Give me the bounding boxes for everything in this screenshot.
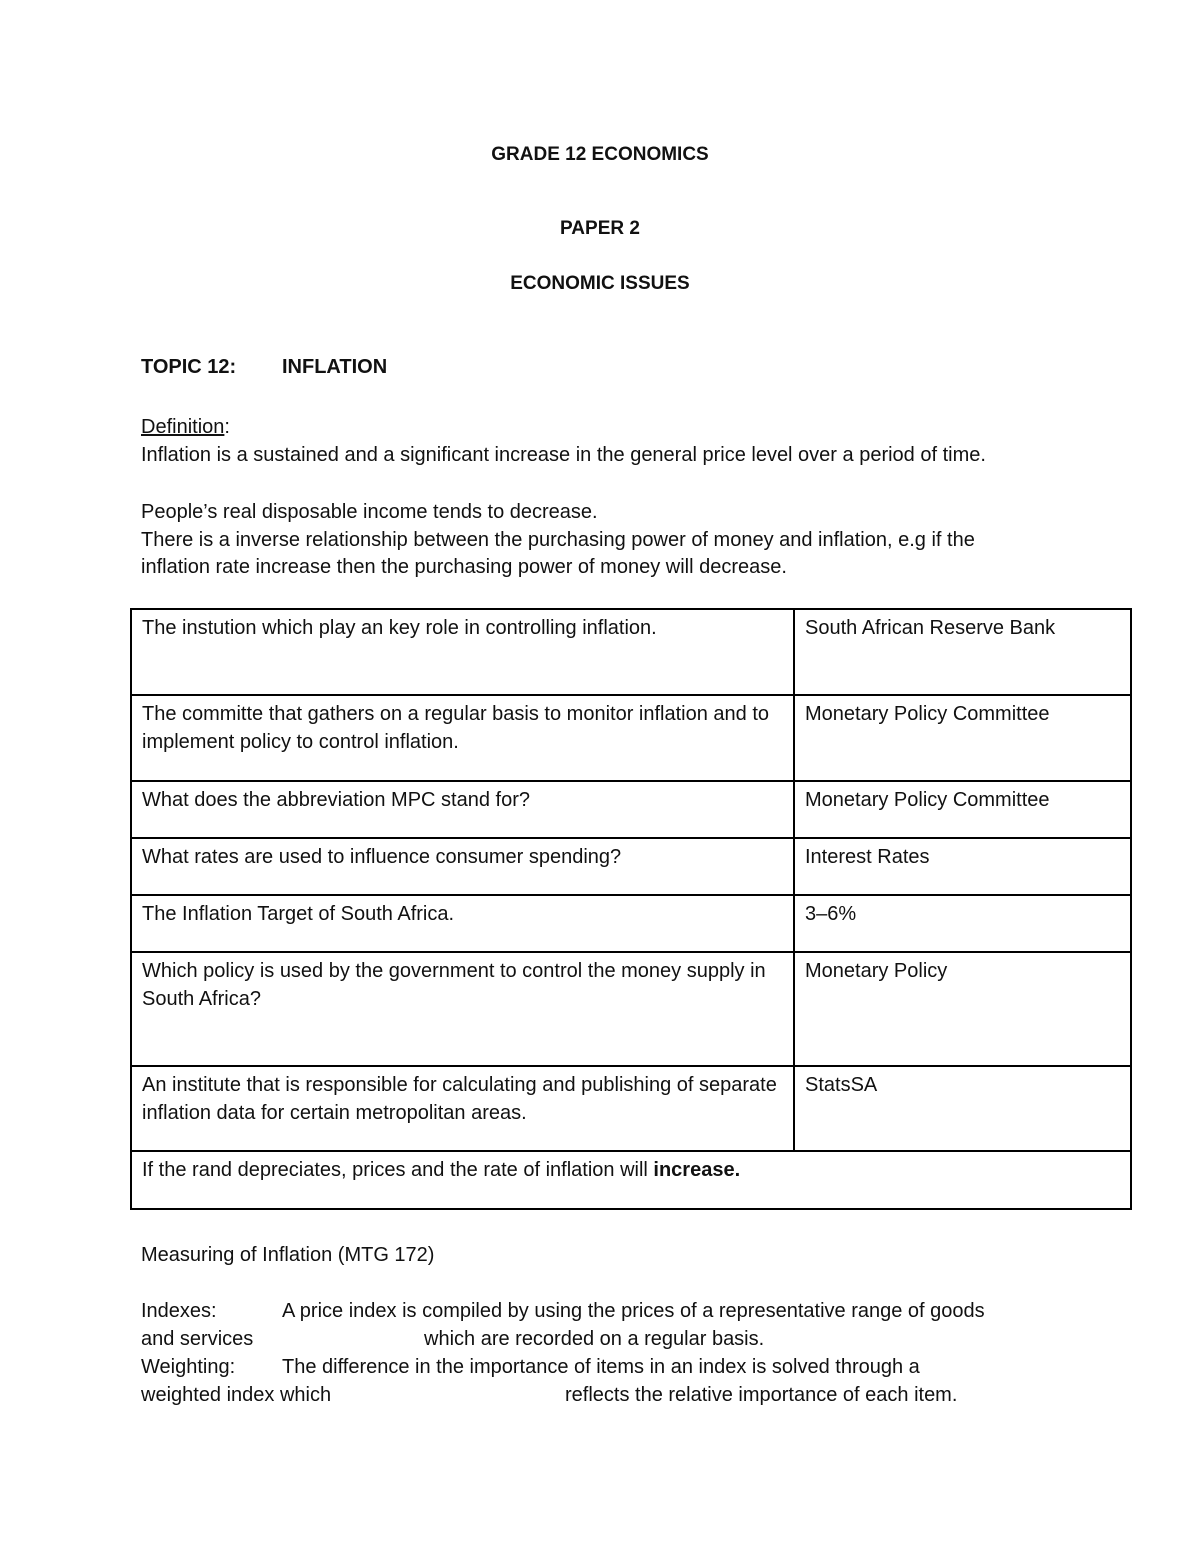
table-row [131, 609, 1131, 695]
indexes-line-1 [141, 1300, 985, 1323]
table-row [131, 952, 1131, 1066]
answer-cell: StatsSA [794, 1066, 1131, 1151]
table-footer-row [131, 1151, 1131, 1209]
table-row [131, 838, 1131, 895]
weighting-text-2a: weighted index which [141, 1384, 332, 1406]
note-line-3: inflation rate increase then the purchasing power of money will decrease. [141, 556, 787, 578]
footer-cell [131, 1151, 1131, 1209]
definition-label: Definition [141, 416, 225, 438]
indexes-text-2a: and services [141, 1328, 254, 1350]
table-row [131, 895, 1131, 952]
answer-cell: Monetary Policy Committee [794, 781, 1131, 838]
footer-text: If the rand depreciates, prices and the rate of inflation will [142, 1159, 654, 1181]
document-title: GRADE 12 ECONOMICS [491, 144, 709, 165]
weighting-label: Weighting: [141, 1356, 236, 1378]
definition-text: Inflation is a sustained and a significant increase in the general price level over a period of time. [141, 444, 986, 466]
weighting-text-2b: reflects the relative importance of each item. [565, 1384, 958, 1406]
question-cell: An institute that is responsible for calculating and publishing of separate inflation data for certain metropolitan areas. [131, 1066, 794, 1151]
topic-name: INFLATION [282, 356, 388, 378]
footer-emphasis: increase. [653, 1159, 741, 1181]
definition-heading [141, 416, 230, 439]
inflation-qa-table [130, 608, 1132, 1210]
answer-cell: 3–6% [794, 895, 1131, 952]
table-row [131, 781, 1131, 838]
note-line-1: People’s real disposable income tends to decrease. [141, 501, 598, 523]
measuring-heading: Measuring of Inflation (MTG 172) [141, 1244, 435, 1266]
question-cell: What does the abbreviation MPC stand for? [131, 781, 794, 838]
indexes-label: Indexes: [141, 1300, 217, 1322]
question-cell: What rates are used to influence consumer spending? [131, 838, 794, 895]
question-cell: Which policy is used by the government to control the money supply in South Africa? [131, 952, 794, 1066]
question-cell: The committe that gathers on a regular basis to monitor inflation and to implement policy to control inflation. [131, 695, 794, 781]
weighting-line-1 [141, 1356, 920, 1379]
topic-label: TOPIC 12: [141, 356, 237, 378]
answer-cell: Monetary Policy Committee [794, 695, 1131, 781]
weighting-line-2 [141, 1384, 957, 1407]
indexes-text-2b: which are recorded on a regular basis. [424, 1328, 765, 1350]
definition-colon: : [224, 416, 230, 438]
note-line-2: There is a inverse relationship between the purchasing power of money and inflation, e.g if the [141, 529, 975, 551]
answer-cell: Monetary Policy [794, 952, 1131, 1066]
indexes-line-2 [141, 1328, 764, 1351]
answer-cell: South African Reserve Bank [794, 609, 1131, 695]
table-row [131, 1066, 1131, 1151]
topic-heading [141, 356, 387, 379]
weighting-text-1: The difference in the importance of items in an index is solved through a [282, 1356, 920, 1378]
table-row [131, 695, 1131, 781]
answer-cell: Interest Rates [794, 838, 1131, 895]
paper-label: PAPER 2 [560, 218, 640, 239]
section-title: ECONOMIC ISSUES [510, 273, 690, 294]
question-cell: The instution which play an key role in controlling inflation. [131, 609, 794, 695]
question-cell: The Inflation Target of South Africa. [131, 895, 794, 952]
indexes-text-1: A price index is compiled by using the prices of a representative range of goods [282, 1300, 985, 1322]
